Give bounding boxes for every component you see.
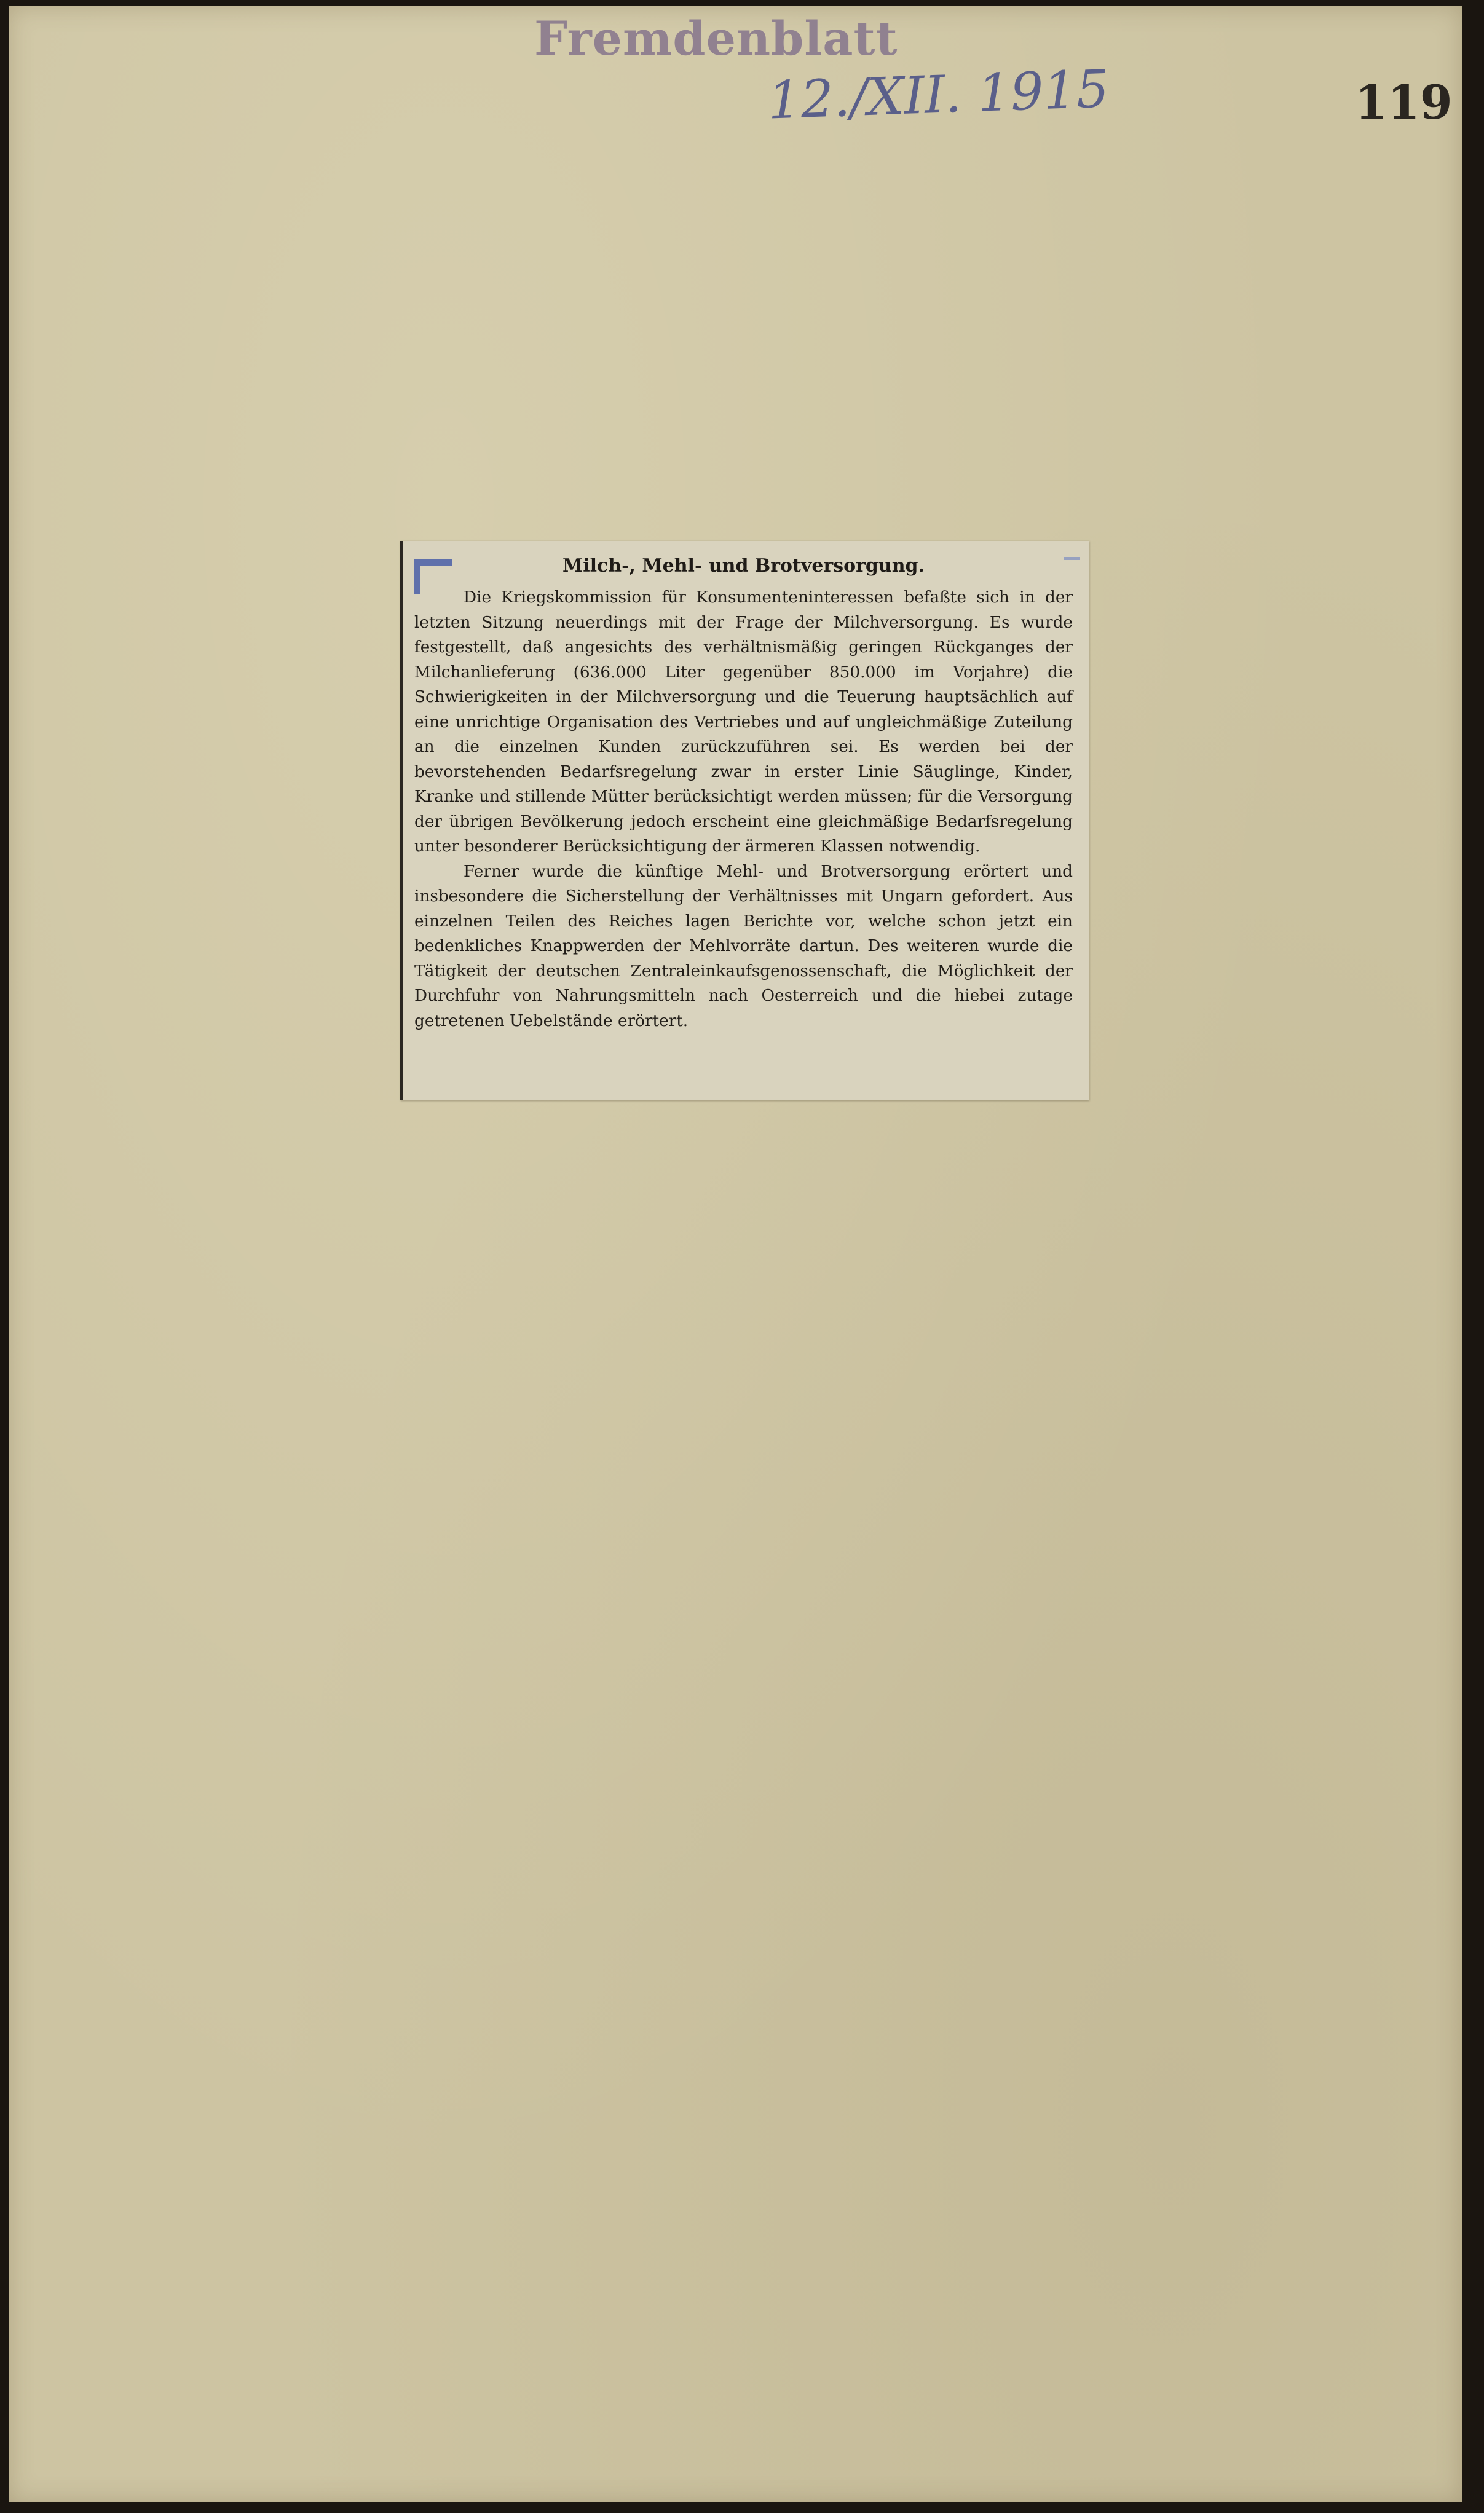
article-title: Milch-, Mehl- und Brotversorgung. xyxy=(562,555,925,577)
archive-sheet xyxy=(9,6,1462,2502)
blue-pencil-dash-icon xyxy=(1064,557,1080,560)
handwritten-date: 12./XII. 1915 xyxy=(767,58,1110,131)
article-paragraph-1: Die Kriegskommission für Konsumenteninteressen befaßte sich in der letzten Sitzung neuerdings mit der Frage der Milchversorgung. Es wurde festgestellt, daß angesichts des verhältnismäßig geringen Rückganges der Milchanlieferung (636.000 Liter gegenüber 850.000 im Vorjahre) die Schwierigkeiten in der Milchversorgung und die Teuerung hauptsächlich auf eine unrichtige Organisation des Vertriebes und auf ungleichmäßige Zuteilung an die einzelnen Kunden zurückzuführen sei. Es werden bei der bevorstehenden Bedarfsregelung zwar in erster Linie Säuglinge, Kinder, Kranke und stillende Mütter berücksichtigt werden müssen; für die Versorgung der übrigen Bevölkerung jedoch erscheint eine gleichmäßige Bedarfsregelung unter besonderer Berücksichtigung der ärmeren Klassen notwendig. xyxy=(414,588,1073,856)
newspaper-stamp: Fremdenblatt xyxy=(534,11,898,66)
newspaper-clipping xyxy=(400,541,1089,1100)
blue-pencil-corner-mark-icon xyxy=(414,559,452,594)
article-body xyxy=(414,585,1073,1033)
page-number: 119 xyxy=(1355,75,1453,130)
article-paragraph-2: Ferner wurde die künftige Mehl- und Brotversorgung erörtert und insbesondere die Sicherstellung der Verhältnisses mit Ungarn gefordert. Aus einzelnen Teilen des Reiches lagen Berichte vor, welche schon jetzt ein bedenkliches Knappwerden der Mehlvorräte dartun. Des weiteren wurde die Tätigkeit der deutschen Zentraleinkaufsgenossenschaft, die Möglichkeit der Durchfuhr von Nahrungsmitteln nach Oesterreich und die hiebei zutage getretenen Uebelstände erörtert. xyxy=(414,862,1073,1030)
